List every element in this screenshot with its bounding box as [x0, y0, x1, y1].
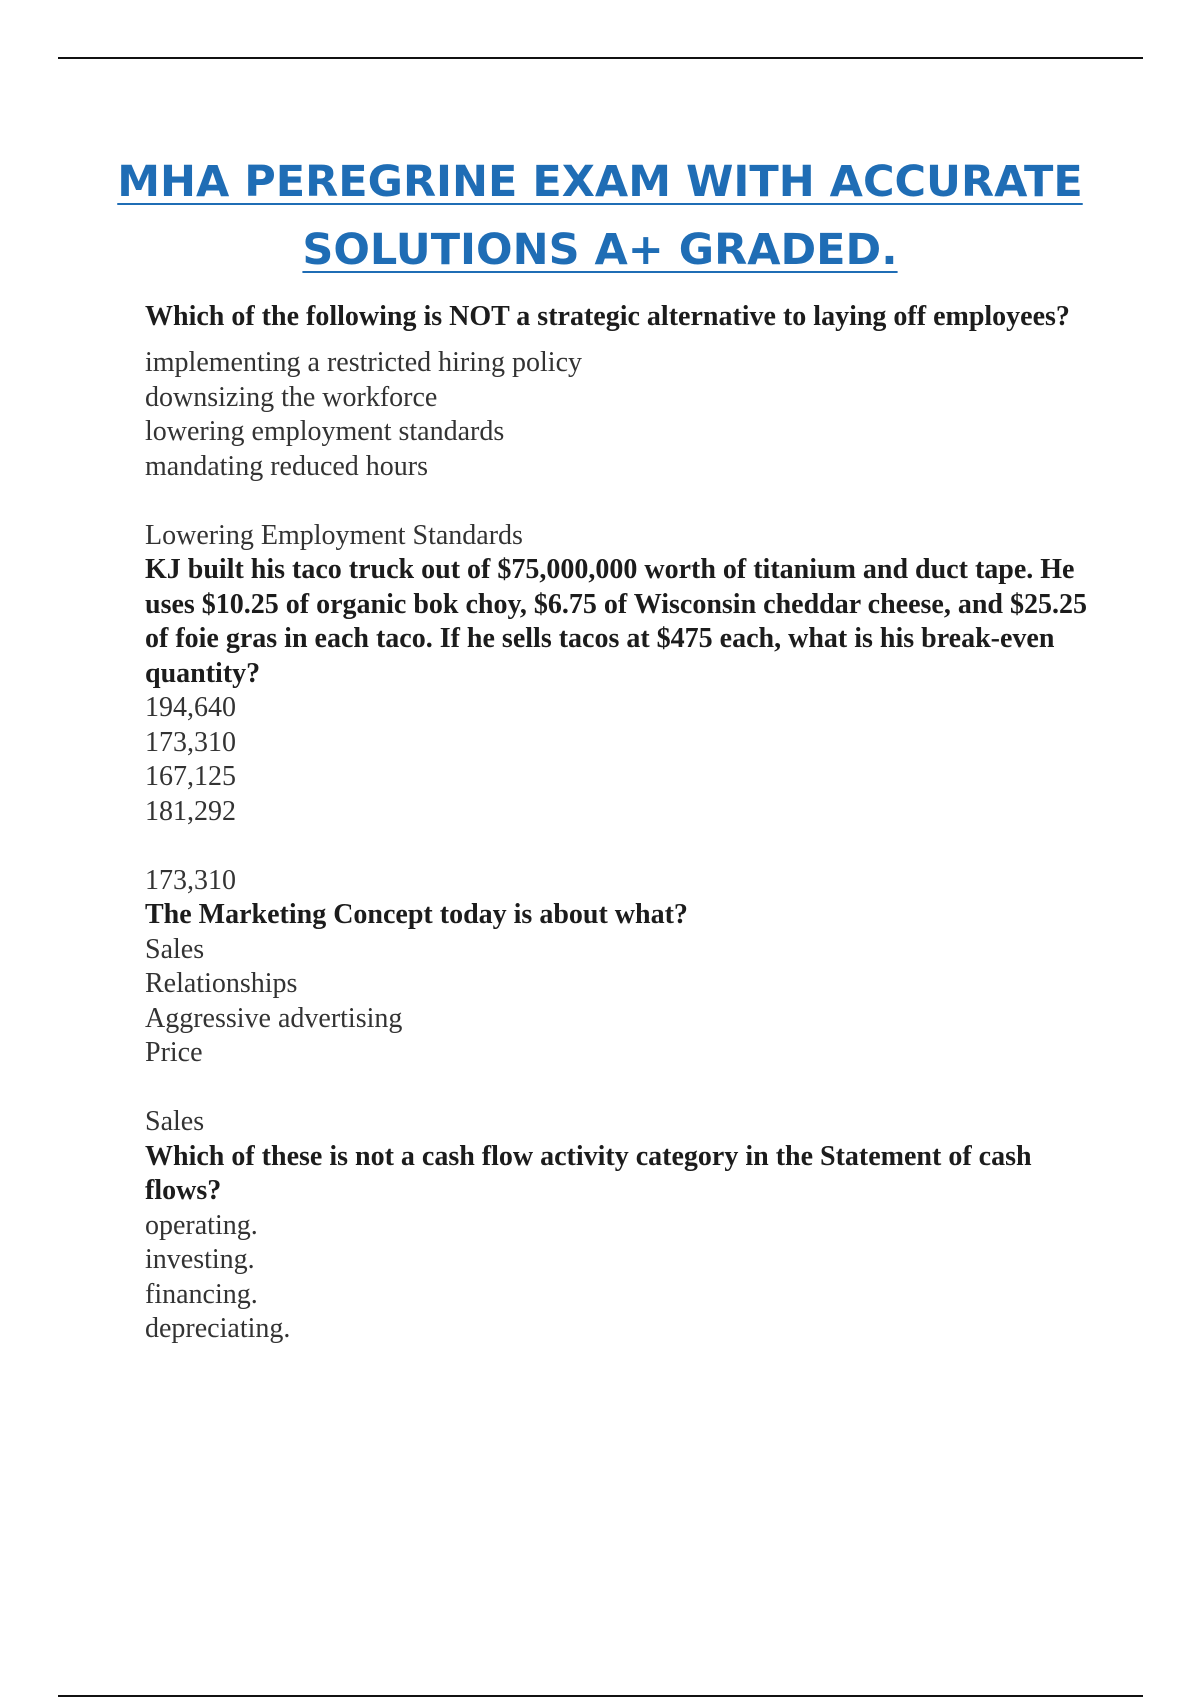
question-block-1 — [145, 298, 1105, 553]
option: Relationships — [145, 968, 298, 999]
question-block-4 — [145, 1140, 1105, 1347]
question-text: The Marketing Concept today is about what? — [145, 899, 688, 930]
option: Price — [145, 1037, 203, 1068]
document-title — [0, 148, 1200, 284]
option: Aggressive advertising — [145, 1002, 403, 1034]
bottom-rule — [58, 1695, 1143, 1697]
option: 167,125 — [145, 761, 236, 792]
answer-text: Sales — [145, 1106, 205, 1137]
answer-text: 173,310 — [145, 864, 236, 896]
option: implementing a restricted hiring policy — [145, 347, 582, 378]
option: depreciating. — [145, 1313, 291, 1344]
option: operating. — [145, 1209, 258, 1241]
option: financing. — [145, 1278, 258, 1310]
option: Sales — [145, 933, 205, 965]
title-line-2: SOLUTIONS A+ GRADED. — [302, 225, 898, 275]
exam-content — [145, 298, 1105, 1347]
answer-text: Lowering Employment Standards — [145, 519, 523, 551]
question-text: Which of these is not a cash flow activity category in the Statement of cash flows? — [145, 1140, 1032, 1206]
top-rule — [58, 57, 1143, 59]
option: lowering employment standards — [145, 416, 505, 447]
option: investing. — [145, 1244, 255, 1275]
option: 194,640 — [145, 692, 236, 723]
question-block-3 — [145, 898, 1105, 1140]
option: mandating reduced hours — [145, 450, 429, 482]
option: 181,292 — [145, 795, 236, 827]
option: 173,310 — [145, 726, 236, 758]
question-block-2 — [145, 553, 1105, 898]
question-text: KJ built his taco truck out of $75,000,000 worth of titanium and duct tape. He uses $10.25 of organic bok choy, $6.75 of Wisconsin cheddar cheese, and $25.25 of foie gras in each taco. If he sells tacos at $475 each, what is his break-even quantity? — [145, 554, 1087, 689]
title-line-1: MHA PEREGRINE EXAM WITH ACCURATE — [117, 157, 1083, 207]
option: downsizing the workforce — [145, 381, 438, 413]
question-text: Which of the following is NOT a strategic alternative to laying off employees? — [145, 301, 1070, 332]
